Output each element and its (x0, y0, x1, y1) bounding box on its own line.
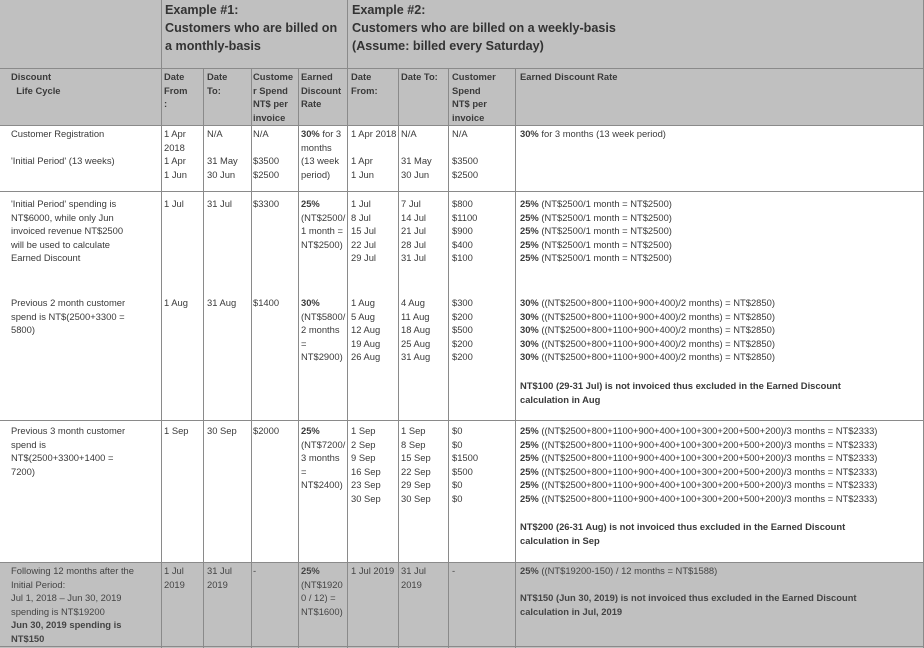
col-header-month-from: Date From : (164, 71, 188, 110)
row5-week-from: 1 Jul 2019 (351, 565, 395, 576)
col-header-week-to: Date To: (401, 71, 438, 82)
row2-lifecycle: 'Initial Period' spending is NT$6000, while only Jun invoiced revenue NT$2500 will be used to calculate Earned Discount (11, 198, 124, 264)
row5-month-rate: 25% (NT$1920 0 / 12) = NT$1600) (301, 565, 343, 617)
row2-week-rate: 25% (NT$2500/1 month = NT$2500) 25% (NT$2500/1 month = NT$2500) 25% (NT$2500/1 month = NT$2500) 25% (NT$2500/1 month = NT$2500) 25% (NT$2500/1 month = NT$2500) (520, 198, 672, 264)
row2-month-to: 31 Jul (207, 198, 233, 209)
example1-subtitle-2: a monthly-basis (165, 39, 261, 53)
rule (0, 562, 924, 563)
row4-lifecycle: Previous 3 month customer spend is NT$(2500+3300+1400 = 7200) (11, 425, 126, 477)
col-rule (251, 68, 252, 648)
row5-month-spend: - (253, 565, 257, 576)
row1-week-rate: 30% for 3 months (13 week period) (520, 128, 666, 139)
col-header-lifecycle: Discount Life Cycle (11, 71, 61, 96)
example2-title: Example #2: (352, 3, 426, 17)
rule (0, 191, 924, 192)
row1-month-to: N/A 31 May 30 Jun (207, 128, 238, 180)
example2-subtitle: Customers who are billed on a weekly-basis (352, 21, 616, 35)
row4-week-spend: $0 $0 $1500 $500 $0 $0 (452, 425, 479, 504)
row3-week-to: 4 Aug 11 Aug 18 Aug 25 Aug 31 Aug (401, 297, 431, 363)
row5-week-to: 31 Jul 2019 (401, 565, 427, 590)
row5-week-spend: - (452, 565, 456, 576)
row4-month-to: 30 Sep (207, 425, 237, 436)
row4-note: NT$200 (26-31 Aug) is not invoiced thus excluded in the Earned Discount calculation in Sep (520, 521, 846, 546)
example1-title: Example #1: (165, 3, 239, 17)
row3-note: NT$100 (29-31 Jul) is not invoiced thus excluded in the Earned Discount calculation in Aug (520, 380, 841, 405)
col-rule (347, 0, 348, 648)
row4-month-from: 1 Sep (164, 425, 189, 436)
row3-week-spend: $300 $200 $500 $200 $200 (452, 297, 473, 363)
row2-month-spend: $3300 (253, 198, 280, 209)
col-header-week-rate: Earned Discount Rate (520, 71, 618, 82)
col-rule (203, 68, 204, 648)
row3-month-from: 1 Aug (164, 297, 188, 308)
row2-week-from: 1 Jul 8 Jul 15 Jul 22 Jul 29 Jul (351, 198, 377, 264)
row4-month-rate: 25% (NT$7200/ 3 months = NT$2400) (301, 425, 346, 491)
row2-week-spend: $800 $1100 $900 $400 $100 (452, 198, 478, 264)
col-header-month-rate: Earned Discount Rate (301, 71, 342, 110)
row2-week-to: 7 Jul 14 Jul 21 Jul 28 Jul 31 Jul (401, 198, 427, 264)
row1-week-to: N/A 31 May 30 Jun (401, 128, 432, 180)
col-header-week-spend: Customer Spend NT$ per invoice (452, 71, 496, 123)
row4-week-rate: 25% ((NT$2500+800+1100+900+400+100+300+200+500+200)/3 months = NT$2333) 25% ((NT$2500+800+1100+900+400+100+300+200+500+200)/3 months = NT$2333) 25% ((NT$2500+800+1100+900+400+100+300+200+500+200)/3 months = NT$2333) 25% ((NT$2500+800+1100+900+400+100+300+200+500+200)/3 months = NT$2333) 25% ((NT$2500+800+1100+900+400+100+300+200+500+200)/3 months = NT$2333) 25% ((NT$2500+800+1100+900+400+100+300+200+500+200)/3 months = NT$2333) (520, 425, 878, 504)
col-rule (398, 68, 399, 648)
row1-week-spend: N/A $3500 $2500 (452, 128, 479, 180)
row3-month-to: 31 Aug (207, 297, 237, 308)
row3-lifecycle: Previous 2 month customer spend is NT$(2500+3300 = 5800) (11, 297, 126, 336)
row3-week-rate: 30% ((NT$2500+800+1100+900+400)/2 months) = NT$2850) 30% ((NT$2500+800+1100+900+400)/2 months) = NT$2850) 30% ((NT$2500+800+1100+900+400)/2 months) = NT$2850) 30% ((NT$2500+800+1100+900+400)/2 months) = NT$2850) 30% ((NT$2500+800+1100+900+400)/2 months) = NT$2850) (520, 297, 775, 363)
col-header-month-to: Date To: (207, 71, 228, 96)
example1-subtitle: Customers who are billed on (165, 21, 338, 35)
col-header-month-spend: Custome r Spend NT$ per invoice (253, 71, 294, 123)
row4-week-from: 1 Sep 2 Sep 9 Sep 16 Sep 23 Sep 30 Sep (351, 425, 381, 504)
row1-month-rate: 30% for 3 months (13 week period) (301, 128, 342, 180)
row1-week-from: 1 Apr 2018 1 Apr 1 Jun (351, 128, 397, 180)
row5-month-from: 1 Jul 2019 (164, 565, 185, 590)
rule (0, 68, 924, 69)
row2-month-rate: 25% (NT$2500/ 1 month = NT$2500) (301, 198, 346, 250)
row4-month-spend: $2000 (253, 425, 280, 436)
row5-month-to: 31 Jul 2019 (207, 565, 233, 590)
col-rule (298, 68, 299, 648)
rule (0, 125, 924, 126)
row2-month-from: 1 Jul (164, 198, 184, 209)
row1-month-spend: N/A $3500 $2500 (253, 128, 280, 180)
col-rule (515, 68, 516, 648)
row3-month-spend: $1400 (253, 297, 280, 308)
row3-month-rate: 30% (NT$5800/ 2 months = NT$2900) (301, 297, 346, 363)
row5-note: NT$150 (Jun 30, 2019) is not invoiced thus excluded in the Earned Discount calculation in Jul, 2019 (520, 592, 857, 617)
row3-week-from: 1 Aug 5 Aug 12 Aug 19 Aug 26 Aug (351, 297, 381, 363)
col-rule (448, 68, 449, 648)
rule (0, 646, 924, 647)
col-rule (161, 0, 162, 648)
row1-lifecycle: Customer Registration 'Initial Period' (13 weeks) (11, 128, 115, 167)
example2-subtitle-2: (Assume: billed every Saturday) (352, 39, 544, 53)
row5-lifecycle: Following 12 months after the Initial Period: Jul 1, 2018 – Jun 30, 2019 spending is NT$19200 Jun 30, 2019 spending is NT$150 (11, 565, 134, 644)
row4-week-to: 1 Sep 8 Sep 15 Sep 22 Sep 29 Sep 30 Sep (401, 425, 431, 504)
row1-month-from: 1 Apr 2018 1 Apr 1 Jun (164, 128, 187, 180)
row5-week-rate: 25% ((NT$19200-150) / 12 months = NT$1588) (520, 565, 718, 576)
col-header-week-from: Date From: (351, 71, 378, 96)
rule (0, 420, 924, 421)
